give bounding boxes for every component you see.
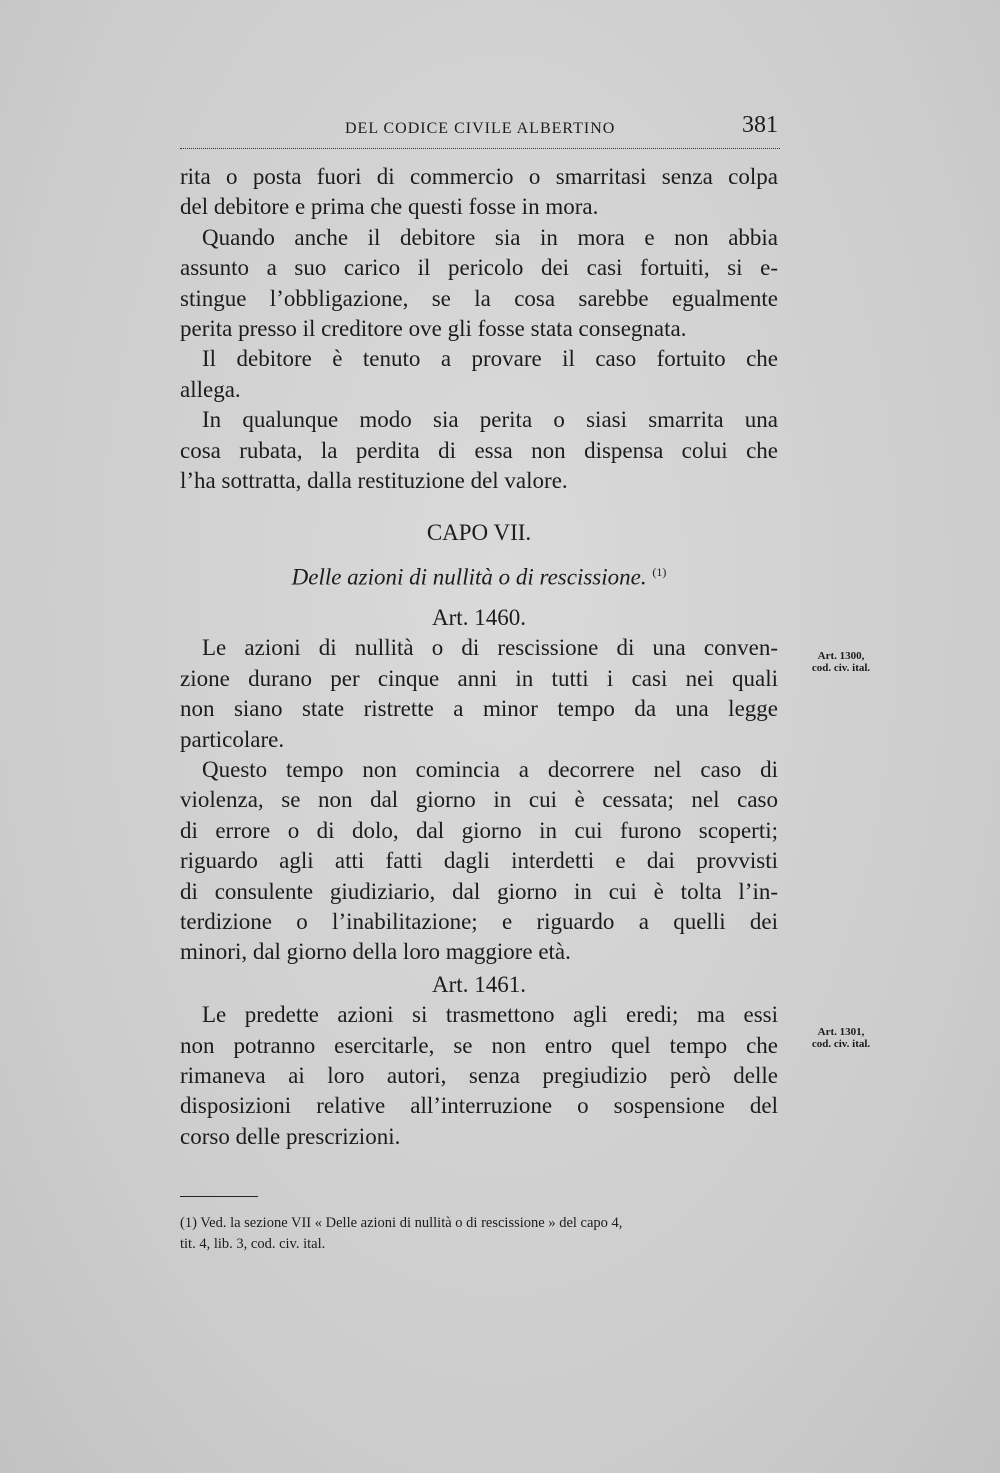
text-line: corso delle prescrizioni. (180, 1123, 401, 1149)
text-line: rimaneva ai loro autori, senza pregiudizio però delle (180, 1063, 778, 1089)
marginal-line: cod. civ. ital. (811, 1038, 871, 1050)
text-line: l’ha sottratta, dalla restituzione del valore. (180, 468, 568, 494)
text-line: rita o posta fuori di commercio o smarritasi senza colpa (180, 164, 778, 189)
footnote-line: (1) Ved. la sezione VII « Delle azioni di nullità o di rescissione » del capo 4, (180, 1215, 623, 1231)
text-line: Questo tempo non comincia a decorrere nel caso di (202, 756, 778, 782)
text-line: di errore o di dolo, dal giorno in cui furono scoperti; (180, 817, 778, 843)
footnote-line: tit. 4, lib. 3, cod. civ. ital. (180, 1236, 326, 1252)
text-line: assunto a suo carico il pericolo dei casi fortuiti, si e- (180, 255, 778, 281)
running-head (180, 112, 780, 149)
text-line: del debitore e prima che questi fosse in mora. (180, 194, 599, 220)
article-heading-1460: Art. 1460. (432, 604, 526, 630)
text-line: non potranno esercitarle, se non entro quel tempo che (180, 1032, 778, 1058)
chapter-label: CAPO VII. (426, 520, 532, 546)
text-line: riguardo agli atti fatti dagli interdetti e dai provvisti (180, 848, 778, 874)
text-line: zione durano per cinque anni in tutti i casi nei quali (180, 665, 778, 691)
text-line: In qualunque modo sia perita o siasi smarrita una (202, 407, 778, 433)
text-line: perita presso il creditore ove gli fosse stata consegnata. (180, 316, 687, 342)
article-1460-paragraph-2 (180, 755, 778, 968)
article-1460-paragraph-1 (180, 633, 778, 755)
text-line: di consulente giudiziario, dal giorno in cui è tolta l’in- (180, 878, 778, 904)
marginal-line: cod. civ. ital. (811, 662, 871, 674)
chapter-title (180, 557, 778, 593)
text-line: Quando anche il debitore sia in mora e non abbia (202, 224, 778, 250)
text-line: minori, dal giorno della loro maggiore età. (180, 939, 571, 965)
page-number: 381 (742, 112, 778, 138)
paragraph-2 (180, 223, 778, 345)
chapter-title-text: Delle azioni di nullità o di rescissione. (291, 564, 647, 590)
text-line: non siano state ristrette a minor tempo da una legge (180, 696, 778, 722)
text-line: disposizioni relative all’interruzione o sospensione del (180, 1093, 778, 1119)
text-line: Le predette azioni si trasmettono agli eredi; ma essi (202, 1002, 778, 1028)
text-line: Le azioni di nullità o di rescissione di una conven- (202, 635, 778, 661)
text-line: stingue l’obbligazione, se la cosa sarebbe egualmente (180, 285, 778, 311)
text-line: allega. (180, 376, 241, 402)
marginal-note-1461 (800, 1026, 882, 1050)
text-line: terdizione o l’inabilitazione; e riguardo a quelli dei (180, 909, 778, 934)
footnote-reference[interactable]: (1) (652, 564, 667, 579)
article-1461-paragraph-1 (180, 1000, 778, 1152)
paragraph-4 (180, 405, 778, 496)
text-line: cosa rubata, la perdita di essa non dispensa colui che (180, 437, 778, 463)
article-heading-1461: Art. 1461. (432, 971, 526, 997)
marginal-line: Art. 1301, (817, 1026, 865, 1038)
footnote-divider (180, 1196, 258, 1197)
footnote (180, 1213, 780, 1255)
running-title: DEL CODICE CIVILE ALBERTINO (345, 120, 616, 137)
text-line: Il debitore è tenuto a provare il caso fortuito che (202, 346, 778, 372)
text-line: particolare. (180, 726, 285, 752)
paragraph-3 (180, 344, 778, 405)
text-line: violenza, se non dal giorno in cui è cessata; nel caso (180, 787, 778, 813)
marginal-line: Art. 1300, (817, 650, 865, 662)
page-body (180, 162, 778, 1152)
marginal-note-1460 (800, 650, 882, 674)
paragraph-1 (180, 162, 778, 223)
